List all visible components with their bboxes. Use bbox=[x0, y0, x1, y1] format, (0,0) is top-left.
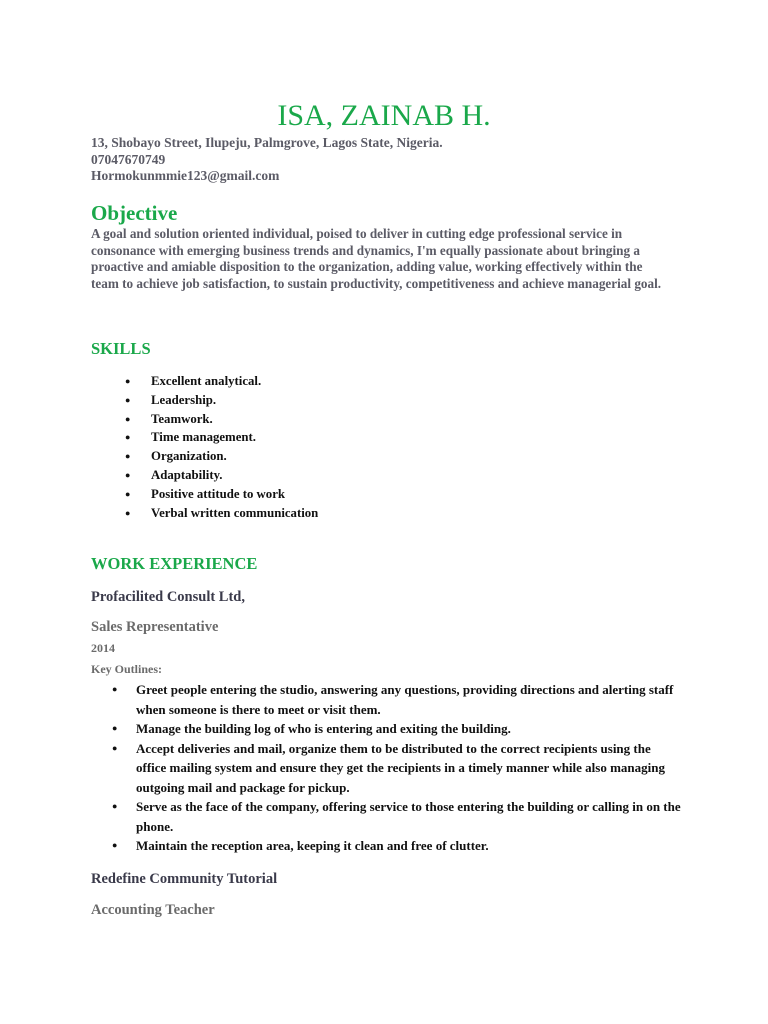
skill-item: ● Leadership. bbox=[125, 391, 318, 410]
skill-item: ● Adaptability. bbox=[125, 466, 318, 485]
duty-item: ● Maintain the reception area, keeping it clean and free of clutter. bbox=[112, 836, 682, 856]
skill-item: ● Verbal written communication bbox=[125, 504, 318, 523]
company-name: Profacilited Consult Ltd, bbox=[91, 589, 245, 605]
skill-item: ● Teamwork. bbox=[125, 410, 318, 429]
duty-item: ● Manage the building log of who is entering and exiting the building. bbox=[112, 719, 682, 739]
job-role: Accounting Teacher bbox=[91, 902, 215, 918]
email-text: Hormokunmmie123@gmail.com bbox=[91, 168, 280, 183]
skill-item: ● Excellent analytical. bbox=[125, 372, 318, 391]
skill-item: ● Time management. bbox=[125, 428, 318, 447]
job-role: Sales Representative bbox=[91, 619, 219, 635]
skill-item: ● Positive attitude to work bbox=[125, 485, 318, 504]
duty-item: ● Greet people entering the studio, answering any questions, providing directions and alerting staff when someone is there to meet or visit them. bbox=[112, 680, 682, 719]
candidate-name: ISA, ZAINAB H. bbox=[277, 99, 491, 132]
skills-heading: SKILLS bbox=[91, 339, 151, 358]
duty-item: ● Accept deliveries and mail, organize them to be distributed to the correct recipients using the office mailing system and ensure they get the recipients in a timely manner while also managing outgoing mail and package for pickup. bbox=[112, 739, 682, 798]
duty-item: ● Serve as the face of the company, offering service to those entering the building or calling in on the phone. bbox=[112, 797, 682, 836]
objective-text: A goal and solution oriented individual, poised to deliver in cutting edge professional service in consonance with emerging business trends and dynamics, I'm equally passionate about bringing a proactive and amiable disposition to the organization, adding value, working effectively within the team to achieve job satisfaction, to sustain productivity, competitiveness and achieve managerial goal. bbox=[91, 226, 662, 291]
duties-list bbox=[112, 680, 682, 856]
skill-item: ● Organization. bbox=[125, 447, 318, 466]
job-year: 2014 bbox=[91, 641, 115, 655]
company-name: Redefine Community Tutorial bbox=[91, 871, 278, 887]
skills-list bbox=[125, 372, 318, 522]
address-text: 13, Shobayo Street, Ilupeju, Palmgrove, Lagos State, Nigeria. bbox=[91, 135, 443, 150]
phone-text: 07047670749 bbox=[91, 151, 166, 167]
contact-block bbox=[91, 135, 691, 185]
key-outlines-label: Key Outlines: bbox=[91, 662, 162, 676]
objective-heading: Objective bbox=[91, 201, 178, 225]
work-experience-heading: WORK EXPERIENCE bbox=[91, 554, 258, 573]
